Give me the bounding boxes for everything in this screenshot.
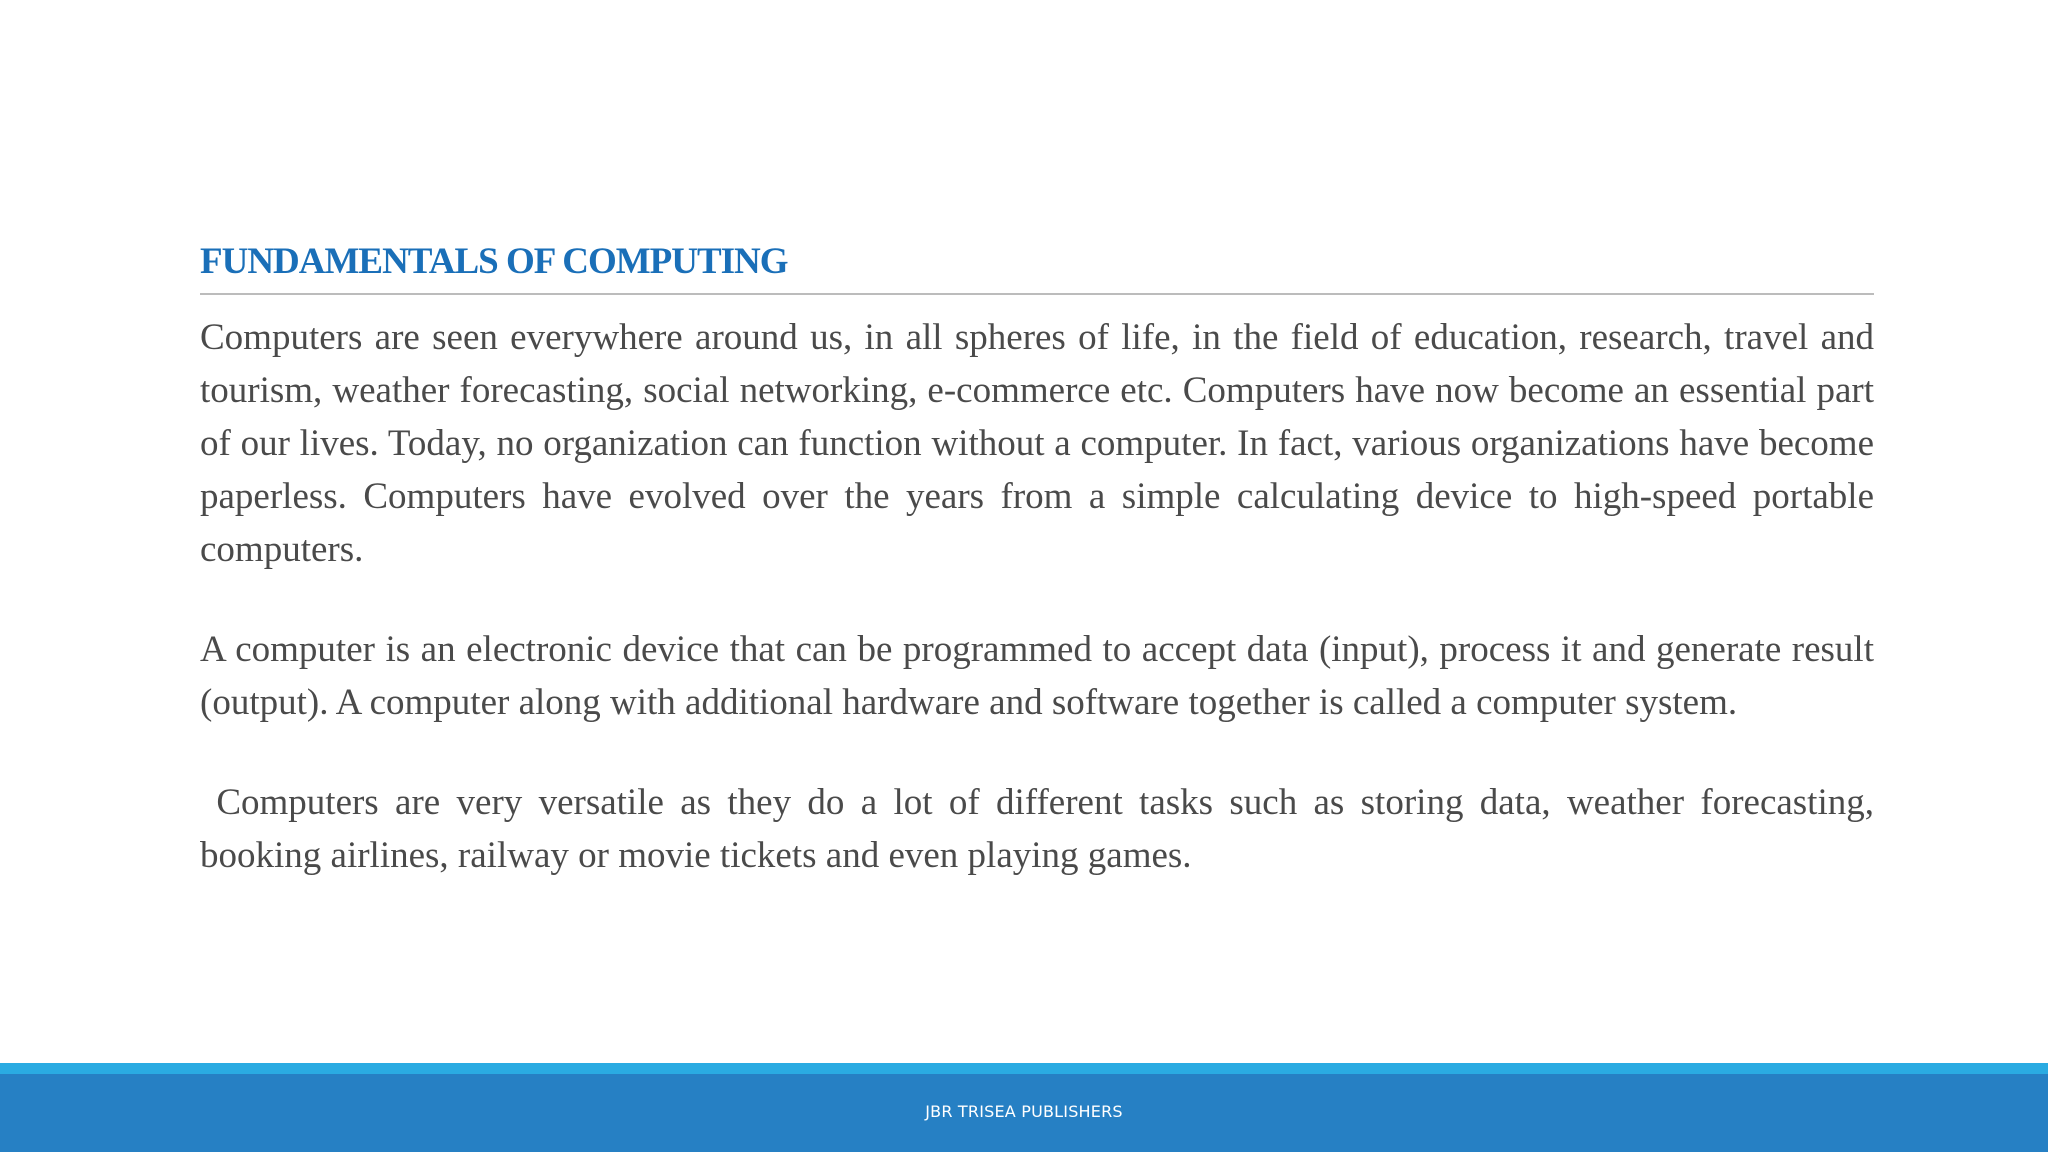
footer-accent-band xyxy=(0,1063,2048,1074)
title-divider xyxy=(200,293,1874,295)
footer-publisher-text: JBR TRISEA PUBLISHERS xyxy=(925,1102,1123,1121)
slide-content xyxy=(200,235,1884,882)
paragraph-2: A computer is an electronic device that can be programmed to accept data (input), process it and generate result (output). A computer along with additional hardware and software together is called a computer system. xyxy=(200,629,1874,723)
footer-bar xyxy=(0,1074,2048,1152)
paragraph-1: Computers are seen everywhere around us, in all spheres of life, in the field of education, research, travel and tourism, weather forecasting, social networking, e-commerce etc. Computers have now become an essential part of our lives. Today, no organization can function without a computer. In fact, various organizations have become paperless. Computers have evolved over the years from a simple calculating device to high-speed portable computers. xyxy=(200,317,1874,570)
slide-title: FUNDAMENTALS OF COMPUTING xyxy=(200,241,788,282)
paragraph-3: Computers are very versatile as they do a lot of different tasks such as storing data, weather forecasting, booking airlines, railway or movie tickets and even playing games. xyxy=(200,782,1884,876)
